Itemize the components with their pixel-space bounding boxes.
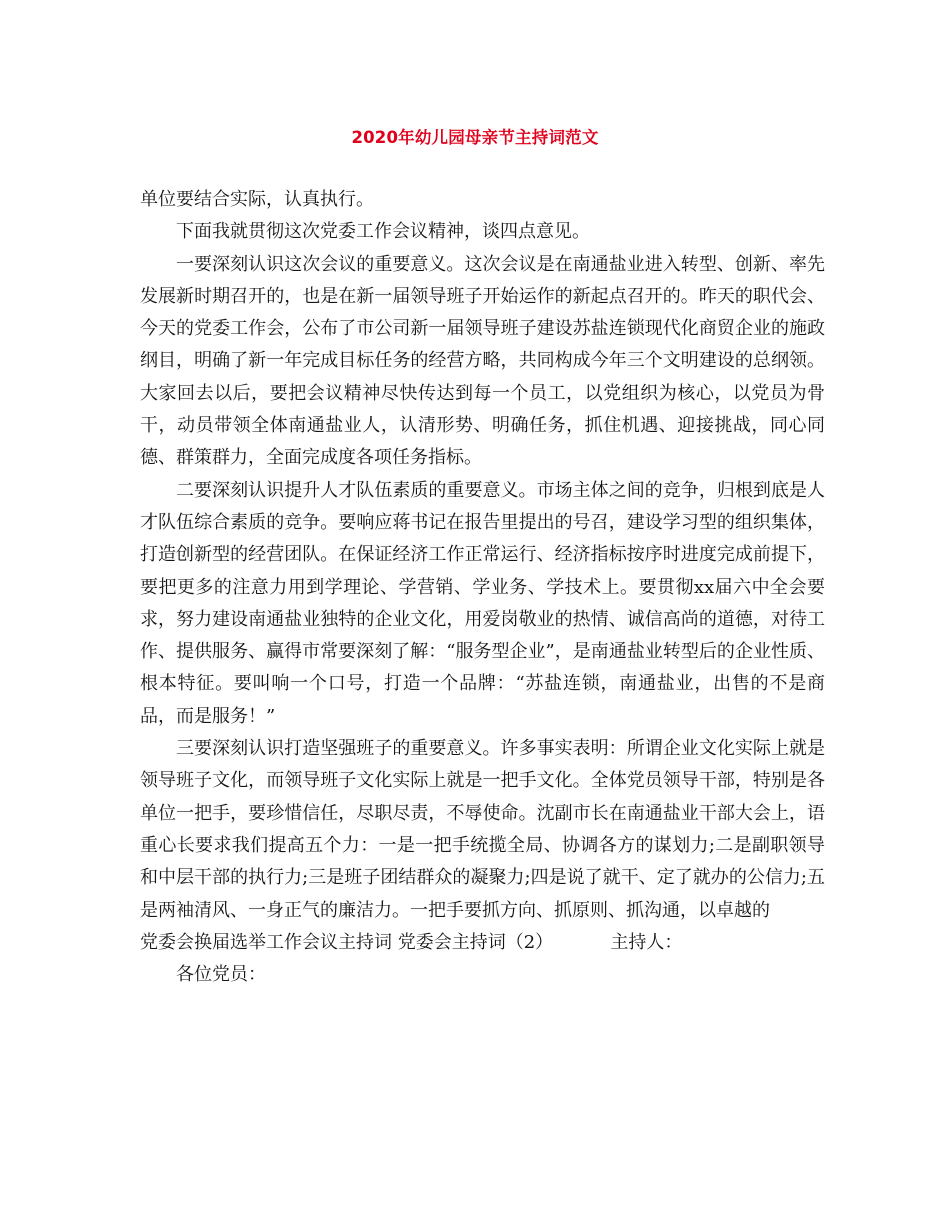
- document-title: 2020年幼儿园母亲节主持词范文: [351, 128, 599, 147]
- paragraph: 一要深刻认识这次会议的重要意义。这次会议是在南通盐业进入转型、创新、率先发展新时期召开的，也是在新一届领导班子开始运作的新起点召开的。昨天的职代会、今天的党委工作会，公布了市公司新一届领导班子建设苏盐连锁现代化商贸企业的施政纲目，明确了新一年完成目标任务的经营方略，共同构成今年三个文明建设的总纲领。大家回去以后，要把会议精神尽快传达到每一个员工，以党组织为核心，以党员为骨干，动员带领全体南通盐业人，认清形势、明确任务，抓住机遇、迎接挑战，同心同德、群策群力，全面完成度各项任务指标。: [140, 253, 825, 469]
- document-body: [140, 184, 825, 991]
- paragraph: 三要深刻认识打造坚强班子的重要意义。许多事实表明：所谓企业文化实际上就是领导班子文化，而领导班子文化实际上就是一把手文化。全体党员领导干部，特别是各单位一把手，要珍惜信任，尽职尽责，不辱使命。沈副市长在南通盐业干部大会上，语重心长要求我们提高五个力：一是一把手统揽全局、协调各方的谋划力;二是副职领导和中层干部的执行力;三是班子团结群众的凝聚力;四是说了就干、定了就办的公信力;五是两袖清风、一身正气的廉洁力。一把手要抓方向、抓原则、抓沟通，以卓越的: [140, 738, 825, 921]
- paragraph: 二要深刻认识提升人才队伍素质的重要意义。市场主体之间的竞争，归根到底是人才队伍综合素质的竞争。要响应蒋书记在报告里提出的号召，建设学习型的组织集体，打造创新型的经营团队。在保证经济工作正常运行、经济指标按序时进度完成前提下，要把更多的注意力用到学理论、学营销、学业务、学技术上。要贯彻xx届六中全会要求，努力建设南通盐业独特的企业文化，用爱岗敬业的热情、诚信高尚的道德，对待工作、提供服务、赢得市常要深刻了解：“服务型企业”，是南通盐业转型后的企业性质、根本特征。要叫响一个口号，打造一个品牌：“苏盐连锁，南通盐业，出售的不是商品，而是服务！”: [140, 479, 825, 727]
- paragraph: 下面我就贯彻这次党委工作会议精神，谈四点意见。: [176, 221, 590, 243]
- paragraph: 各位党员：: [176, 964, 266, 986]
- paragraph: 党委会换届选举工作会议主持词 党委会主持词（2） 主持人：: [140, 931, 683, 953]
- paragraph: 单位要结合实际，认真执行。: [140, 189, 374, 210]
